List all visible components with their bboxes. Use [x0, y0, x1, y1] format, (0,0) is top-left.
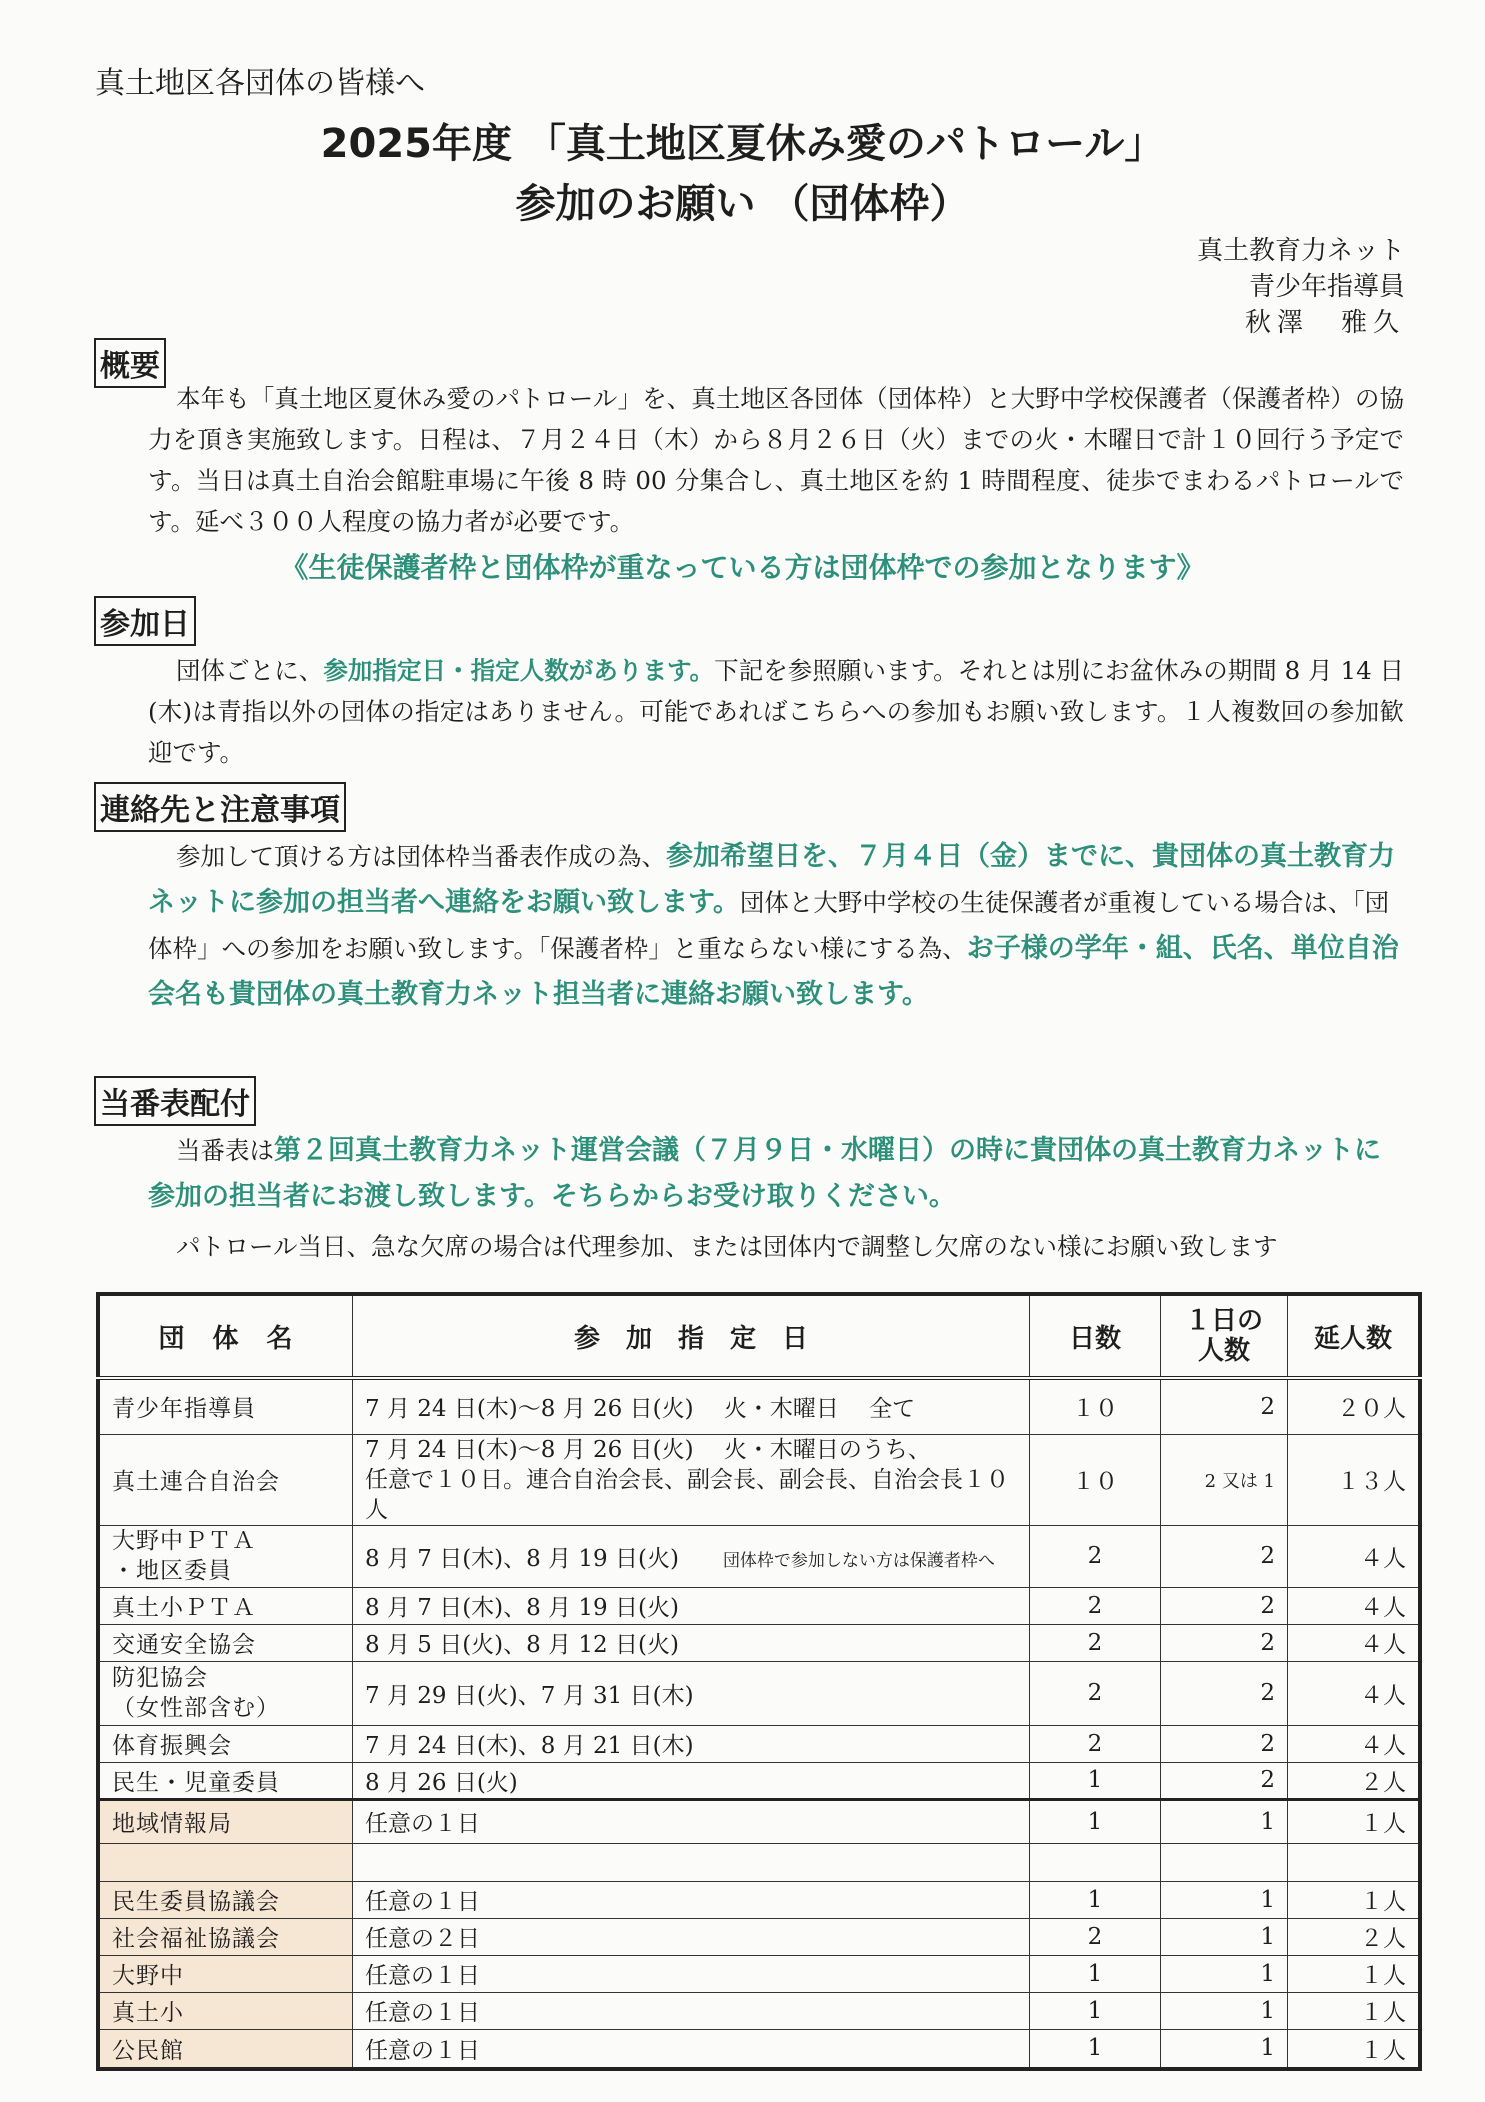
header-days: 日数 — [1030, 1294, 1161, 1378]
org-dates — [353, 1525, 1030, 1587]
org-days: 2 — [1030, 1587, 1161, 1624]
org-per-day: 1 — [1161, 1799, 1288, 1843]
org-days: 1 — [1030, 2029, 1161, 2069]
heading-overview: 概要 — [94, 338, 166, 388]
org-days: 2 — [1030, 1525, 1161, 1587]
org-per-day: 1 — [1161, 2029, 1288, 2069]
org-dates — [353, 1434, 1030, 1525]
org-per-day: 1 — [1161, 1918, 1288, 1955]
org-dates-line2: 任意で１０日。連合自治会長、副会長、副会長、自治会長１０人 — [365, 1466, 1009, 1523]
org-total: １人 — [1288, 1799, 1421, 1843]
org-per-day: 2 又は 1 — [1161, 1434, 1288, 1525]
contact-body — [148, 834, 1404, 1018]
org-name: 青少年指導員 — [98, 1378, 353, 1434]
distribution-note: パトロール当日、急な欠席の場合は代理参加、または団体内で調整し欠席のない様にお願い致します — [176, 1232, 1278, 1261]
org-days: 2 — [1030, 1624, 1161, 1661]
heading-contact: 連絡先と注意事項 — [94, 782, 346, 832]
distribution-emphasis: 第２回真土教育力ネット運営会議（７月９日・水曜日）の時に貴団体の真土教育力ネットに参加の担当者にお渡し致します。そちらからお受け取りください。 — [148, 1135, 1381, 1212]
table-row — [98, 1955, 1420, 1992]
header-org-name: 団 体 名 — [98, 1294, 353, 1378]
org-name: 地域情報局 — [98, 1799, 353, 1843]
overview-notice: 《生徒保護者枠と団体枠が重なっている方は団体枠での参加となります》 — [280, 551, 1205, 584]
org-per-day: 1 — [1161, 1881, 1288, 1918]
heading-dates: 参加日 — [94, 596, 196, 646]
org-dates: 8 月 7 日(木)、8 月 19 日(火) — [353, 1587, 1030, 1624]
org-days: 1 — [1030, 1799, 1161, 1843]
org-per-day: 1 — [1161, 1992, 1288, 2029]
org-name: 真土連合自治会 — [98, 1434, 353, 1525]
org-per-day: 2 — [1161, 1587, 1288, 1624]
org-name-line1: 防犯協会 — [112, 1665, 208, 1691]
header-dates: 参 加 指 定 日 — [353, 1294, 1030, 1378]
sender-name: 秋澤 雅久 — [1244, 308, 1405, 338]
org-total: １３人 — [1288, 1434, 1421, 1525]
org-dates: 7 月 24 日(木)、8 月 21 日(木) — [353, 1725, 1030, 1762]
org-dates: 任意の１日 — [353, 1881, 1030, 1918]
org-dates: 任意の１日 — [353, 2029, 1030, 2069]
org-days: 2 — [1030, 1725, 1161, 1762]
org-dates: 8 月 5 日(火)、8 月 12 日(火) — [353, 1624, 1030, 1661]
table-row — [98, 1624, 1420, 1661]
org-days: １０ — [1030, 1434, 1161, 1525]
org-dates-text: 8 月 7 日(木)、8 月 19 日(火) — [365, 1545, 679, 1572]
title-line-1: 2025年度 「真土地区夏休み愛のパトロール」 — [320, 121, 1165, 167]
table-row-empty — [98, 1843, 1420, 1881]
org-name: 体育振興会 — [98, 1725, 353, 1762]
org-total: １人 — [1288, 1955, 1421, 1992]
org-total: １人 — [1288, 2029, 1421, 2069]
org-dates: 7 月 29 日(火)、7 月 31 日(木) — [353, 1661, 1030, 1725]
org-total: １人 — [1288, 1992, 1421, 2029]
org-total — [1288, 1843, 1421, 1881]
org-days: 2 — [1030, 1918, 1161, 1955]
header-total: 延人数 — [1288, 1294, 1421, 1378]
org-dates: 任意の１日 — [353, 1992, 1030, 2029]
title-line-2: 参加のお願い （団体枠） — [515, 181, 970, 227]
overview-body: 本年も「真土地区夏休み愛のパトロール」を、真土地区各団体（団体枠）と大野中学校保護者（保護者枠）の協力を頂き実施致します。日程は、７月２４日（木）から８月２６日（火）までの火・木曜日で計１０回行う予定です。当日は真土自治会館駐車場に午後 8 時 00 分集合し、真土地区を約 1 時間程度、徒歩でまわるパトロールです。延べ３００人程度の協力者が必要です。 — [148, 384, 1404, 536]
org-name: 交通安全協会 — [98, 1624, 353, 1661]
table-row — [98, 1525, 1420, 1587]
table-row — [98, 1918, 1420, 1955]
org-dates: 7 月 24 日(木)～8 月 26 日(火) 火・木曜日 全て — [353, 1378, 1030, 1434]
org-name: 民生・児童委員 — [98, 1762, 353, 1799]
org-dates — [353, 1843, 1030, 1881]
table-row — [98, 1434, 1420, 1525]
contact-text-2: 団体と大野中学校の生徒保護者が重複している場合は、「団体枠」への参加をお願い致します。「保護者枠」と重ならない様にする為、 — [148, 888, 1390, 963]
org-per-day — [1161, 1843, 1288, 1881]
org-days: １０ — [1030, 1378, 1161, 1434]
org-total: ４人 — [1288, 1725, 1421, 1762]
org-per-day: 1 — [1161, 1955, 1288, 1992]
org-total: ４人 — [1288, 1525, 1421, 1587]
table-header-row — [98, 1294, 1420, 1378]
org-per-day: 2 — [1161, 1378, 1288, 1434]
org-per-day: 2 — [1161, 1725, 1288, 1762]
schedule-table — [96, 1292, 1422, 2071]
org-days: 2 — [1030, 1661, 1161, 1725]
table-row — [98, 2029, 1420, 2069]
org-dates: 8 月 26 日(火) — [353, 1762, 1030, 1799]
org-name: 民生委員協議会 — [98, 1881, 353, 1918]
header-per-day-1: １日の — [1184, 1306, 1263, 1336]
table-row — [98, 1378, 1420, 1434]
org-per-day: 2 — [1161, 1624, 1288, 1661]
org-dates-note: 団体枠で参加しない方は保護者枠へ — [722, 1550, 995, 1571]
table-row — [98, 1799, 1420, 1843]
org-total: ２人 — [1288, 1762, 1421, 1799]
addressee: 真土地区各団体の皆様へ — [95, 66, 425, 101]
table-row — [98, 1881, 1420, 1918]
contact-text: 参加して頂ける方は団体枠当番表作成の為、 — [176, 842, 666, 871]
org-name — [98, 1661, 353, 1725]
org-name — [98, 1843, 353, 1881]
org-days: 1 — [1030, 1992, 1161, 2029]
org-days: 1 — [1030, 1881, 1161, 1918]
heading-distribution: 当番表配付 — [94, 1076, 256, 1126]
org-name: 真土小ＰＴＡ — [98, 1587, 353, 1624]
org-name-line2: （女性部含む） — [112, 1695, 280, 1721]
table-row — [98, 1661, 1420, 1725]
org-dates-line1: 7 月 24 日(木)～8 月 26 日(火) 火・木曜日のうち、 — [365, 1436, 931, 1463]
org-dates: 任意の１日 — [353, 1955, 1030, 1992]
org-total: ４人 — [1288, 1587, 1421, 1624]
table-row — [98, 1992, 1420, 2029]
org-per-day: 2 — [1161, 1525, 1288, 1587]
org-name: 大野中 — [98, 1955, 353, 1992]
sender-role: 青少年指導員 — [1248, 272, 1405, 302]
dates-text: 団体ごとに、 — [176, 656, 324, 685]
org-name-line2: ・地区委員 — [112, 1558, 232, 1584]
table-row — [98, 1762, 1420, 1799]
distribution-body — [148, 1128, 1404, 1220]
org-total: ４人 — [1288, 1624, 1421, 1661]
org-days: 1 — [1030, 1762, 1161, 1799]
org-days — [1030, 1843, 1161, 1881]
dates-body — [148, 650, 1404, 773]
org-total: １人 — [1288, 1881, 1421, 1918]
org-name-line1: 大野中ＰＴＡ — [112, 1528, 256, 1554]
org-name: 社会福祉協議会 — [98, 1918, 353, 1955]
org-per-day: 2 — [1161, 1762, 1288, 1799]
distribution-text: 当番表は — [176, 1136, 274, 1165]
table-row — [98, 1725, 1420, 1762]
sender-org: 真土教育力ネット — [1196, 236, 1405, 266]
org-total: ４人 — [1288, 1661, 1421, 1725]
header-per-day — [1161, 1294, 1288, 1378]
org-per-day: 2 — [1161, 1661, 1288, 1725]
header-per-day-2: 人数 — [1197, 1336, 1250, 1366]
org-total: ２人 — [1288, 1918, 1421, 1955]
org-days: 1 — [1030, 1955, 1161, 1992]
org-name — [98, 1525, 353, 1587]
org-name: 公民館 — [98, 2029, 353, 2069]
org-name: 真土小 — [98, 1992, 353, 2029]
table-row — [98, 1587, 1420, 1624]
org-dates: 任意の２日 — [353, 1918, 1030, 1955]
dates-emphasis: 参加指定日・指定人数があります。 — [323, 656, 715, 685]
contact-emphasis: 参加希望日を、７月４日（金）までに、貴団体の真土教育力ネットに参加の担当者へ連絡をお願い致します。 — [148, 841, 1395, 918]
dates-text-rest: 下記を参照願います。それとは別にお盆休みの期間 8 月 14 日(木)は青指以外の団体の指定はありません。可能であればこちらへの参加もお願い致します。１人複数回の参加歓迎です。 — [148, 656, 1405, 767]
contact-emphasis-2: お子様の学年・組、氏名、単位自治会名も貴団体の真土教育力ネット担当者に連絡お願い致します。 — [148, 933, 1399, 1010]
org-total: ２０人 — [1288, 1378, 1421, 1434]
org-dates: 任意の１日 — [353, 1799, 1030, 1843]
